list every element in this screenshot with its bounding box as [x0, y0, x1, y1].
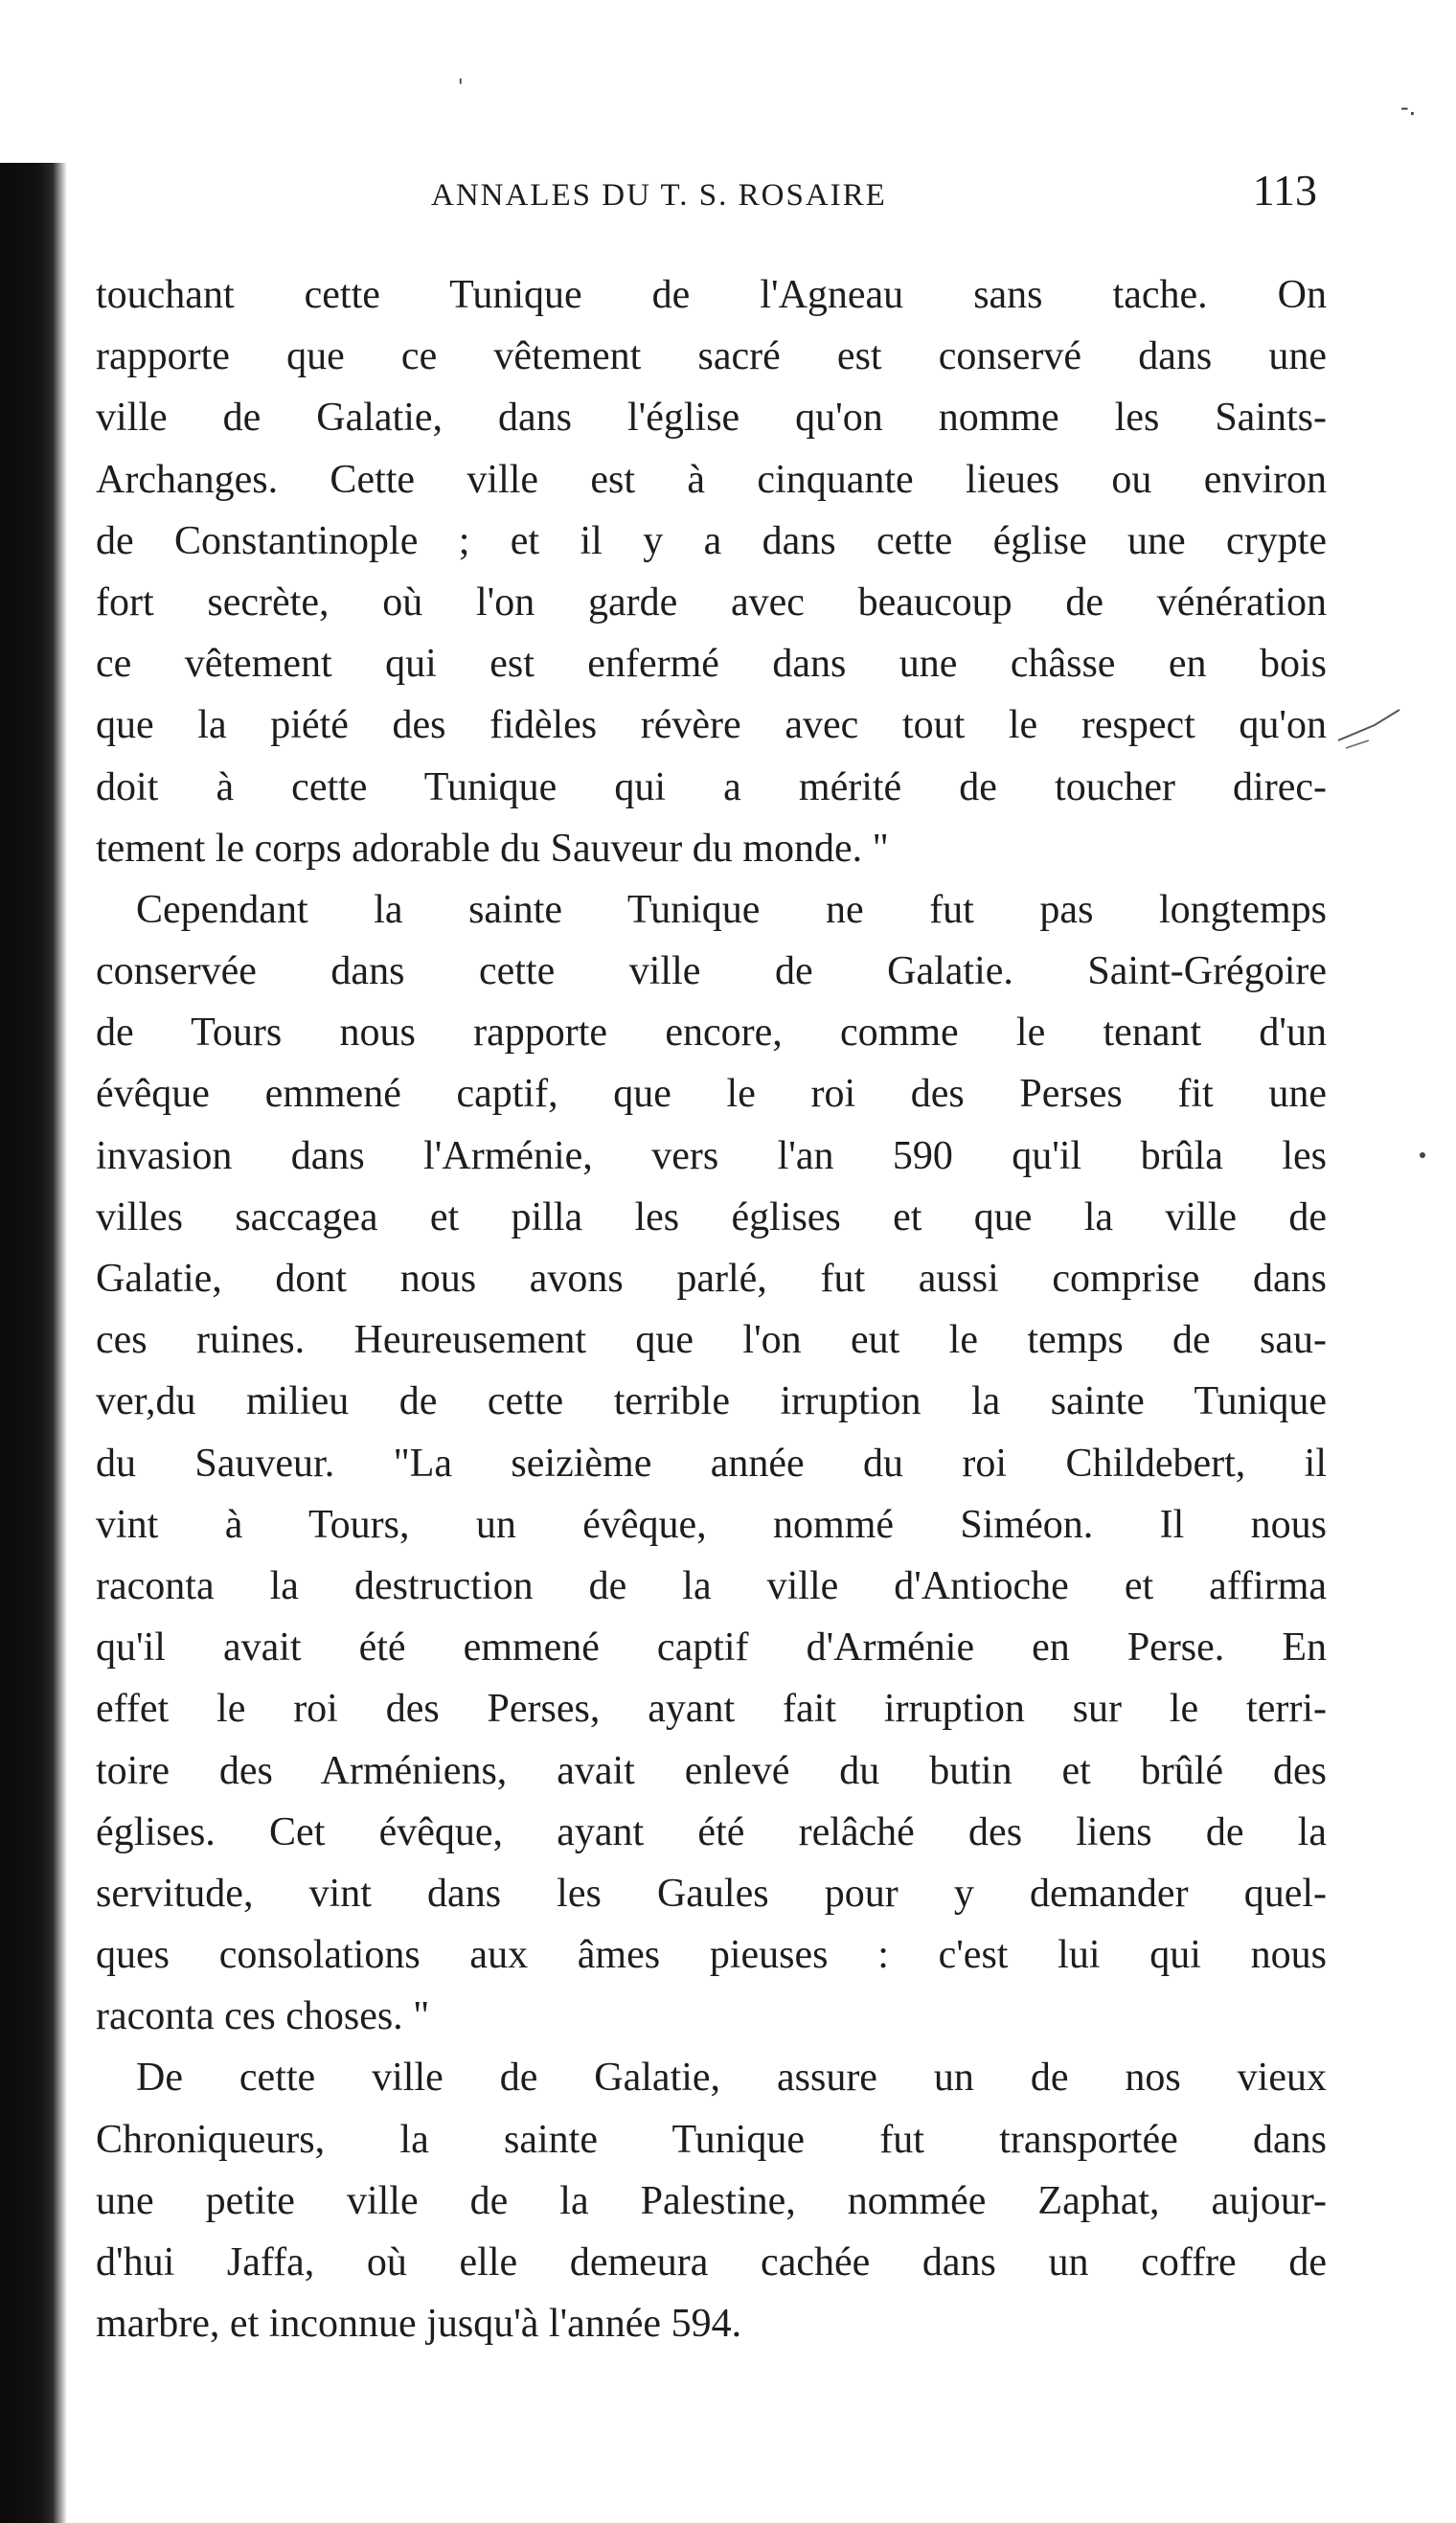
page-number: 113 — [1252, 166, 1317, 215]
text-line: toire des Arméniens, avait enlevé du butin et brûlé des — [96, 1748, 1327, 1793]
pencil-mark — [1336, 704, 1403, 761]
text-line: tement le corps adorable du Sauveur du monde. " — [96, 826, 889, 871]
text-line: raconta ces choses. " — [96, 1994, 430, 2039]
text-line: touchant cette Tunique de l'Agneau sans tache. On — [96, 273, 1327, 317]
text-line: De cette ville de Galatie, assure un de nos vieux — [136, 2056, 1327, 2101]
text-line: fort secrète, où l'on garde avec beaucoup de vénération — [96, 580, 1327, 625]
text-line: que la piété des fidèles révère avec tout le respect qu'on — [96, 703, 1327, 748]
text-line: raconta la destruction de la ville d'Antioche et affirma — [96, 1563, 1327, 1608]
text-line: du Sauveur. "La seizième année du roi Childebert, il — [96, 1441, 1327, 1486]
paragraph-3 — [96, 2047, 1327, 2354]
text-line: ver,du milieu de cette terrible irruption la sainte Tunique — [96, 1379, 1327, 1424]
paragraph-1 — [96, 264, 1327, 879]
text-line: ville de Galatie, dans l'église qu'on nomme les Saints- — [96, 396, 1327, 441]
text-line: marbre, et inconnue jusqu'à l'année 594. — [96, 2302, 742, 2347]
text-line: conservée dans cette ville de Galatie. Saint-Grégoire — [96, 949, 1327, 994]
text-line: Galatie, dont nous avons parlé, fut aussi comprise dans — [96, 1257, 1327, 1301]
text-line: rapporte que ce vêtement sacré est conservé dans une — [96, 334, 1327, 379]
body-text — [96, 264, 1327, 2354]
text-line: ces ruines. Heureusement que l'on eut le temps de sau- — [96, 1318, 1327, 1363]
ink-speck — [1420, 1152, 1425, 1158]
text-line: Archanges. Cette ville est à cinquante lieues ou environ — [96, 457, 1327, 502]
ink-speck: ' — [458, 75, 464, 98]
running-title: ANNALES DU T. S. ROSAIRE — [431, 178, 887, 213]
running-header — [96, 163, 1317, 220]
paragraph-2 — [96, 879, 1327, 2048]
text-line: ques consolations aux âmes pieuses : c'est lui qui nous — [96, 1933, 1327, 1978]
text-line: qu'il avait été emmené captif d'Arménie en Perse. En — [96, 1625, 1327, 1671]
ink-speck: -. — [1400, 94, 1417, 121]
text-line: doit à cette Tunique qui a mérité de toucher direc- — [96, 764, 1327, 809]
text-line: de Tours nous rapporte encore, comme le tenant d'un — [96, 1011, 1327, 1056]
text-line: d'hui Jaffa, où elle demeura cachée dans un coffre de — [96, 2240, 1327, 2284]
text-line: de Constantinople ; et il y a dans cette église une crypte — [96, 518, 1327, 563]
text-line: une petite ville de la Palestine, nommée Zaphat, aujour- — [96, 2178, 1327, 2223]
text-line: invasion dans l'Arménie, vers l'an 590 qu'il brûla les — [96, 1133, 1327, 1178]
text-line: servitude, vint dans les Gaules pour y demander quel- — [96, 1871, 1327, 1916]
text-line: églises. Cet évêque, ayant été relâché des liens de la — [96, 1809, 1327, 1854]
book-binding-shadow — [0, 163, 67, 2523]
text-line: Cependant la sainte Tunique ne fut pas longtemps — [136, 887, 1327, 932]
text-line: vint à Tours, un évêque, nommé Siméon. Il nous — [96, 1502, 1327, 1547]
text-line: évêque emmené captif, que le roi des Perses fit une — [96, 1072, 1327, 1117]
text-line: ce vêtement qui est enfermé dans une châsse en bois — [96, 642, 1327, 687]
text-line: effet le roi des Perses, ayant fait irruption sur le terri- — [96, 1687, 1327, 1732]
text-line: villes saccagea et pilla les églises et que la ville de — [96, 1194, 1327, 1239]
text-line: Chroniqueurs, la sainte Tunique fut transportée dans — [96, 2117, 1327, 2162]
